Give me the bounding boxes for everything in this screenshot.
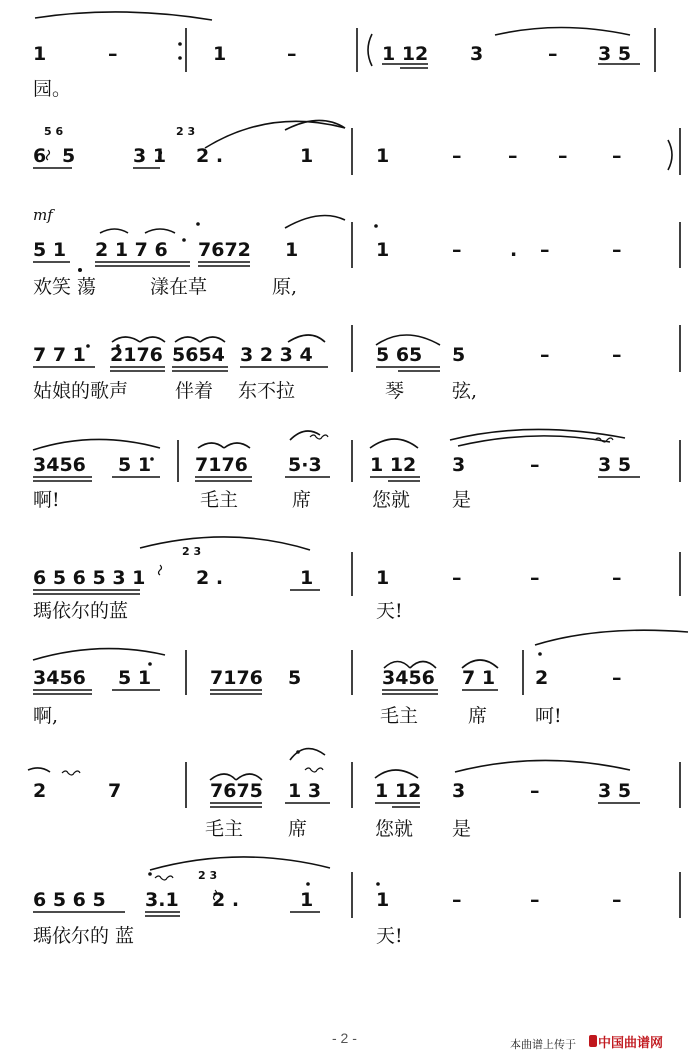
note: 7672 xyxy=(198,239,251,261)
note: 5·3 xyxy=(288,454,322,476)
grace-note: 2 3 xyxy=(176,125,196,138)
note: . xyxy=(510,239,518,261)
note: 2 . xyxy=(212,889,240,911)
lyric: 您就 xyxy=(375,818,414,840)
lyric: 瑪依尔的 蓝 xyxy=(33,925,135,947)
lyric: 呵! xyxy=(535,705,562,727)
note: 3.1 xyxy=(145,889,179,911)
note: 2 . xyxy=(196,145,224,167)
upload-credit: 本曲谱上传于 xyxy=(510,1038,576,1051)
note: – xyxy=(540,344,550,366)
note: – xyxy=(612,567,622,589)
site-logo-icon xyxy=(589,1035,597,1047)
note: 7176 xyxy=(210,667,263,689)
slur xyxy=(205,121,345,148)
note: – xyxy=(558,145,568,167)
note: 6 xyxy=(33,145,47,167)
note: – xyxy=(452,239,462,261)
note: 7 1 xyxy=(462,667,496,689)
note: 2176 xyxy=(110,344,163,366)
note: 1 xyxy=(376,239,390,261)
slur xyxy=(150,857,330,870)
note: 5 1 xyxy=(118,454,152,476)
grace-note: 5 6 xyxy=(44,125,64,138)
note: 2 xyxy=(535,667,549,689)
note: – xyxy=(452,567,462,589)
bracket xyxy=(668,140,672,170)
note: 1 xyxy=(376,567,390,589)
note: 6 5 6 5 xyxy=(33,889,106,911)
lyric: 原, xyxy=(272,276,298,298)
lyric: 啊! xyxy=(33,489,60,511)
slur xyxy=(285,216,345,229)
note: 2 . xyxy=(196,567,224,589)
lyric: 天! xyxy=(376,600,403,622)
note: – xyxy=(530,567,540,589)
lyric: 弦, xyxy=(452,380,478,402)
slur xyxy=(140,537,310,550)
lyric: 欢笑 蕩 xyxy=(33,276,97,298)
lyric: 姑娘的歌声 xyxy=(33,380,129,402)
note: 5 1 xyxy=(33,239,67,261)
note: 7675 xyxy=(210,780,263,802)
note: 2 xyxy=(33,780,47,802)
note: 3456 xyxy=(33,454,86,476)
note: 1 xyxy=(376,889,390,911)
lyric: 瑪依尔的蓝 xyxy=(33,600,129,622)
note: 1 xyxy=(285,239,299,261)
note: 1 xyxy=(300,889,314,911)
note: – xyxy=(540,239,550,261)
note: 5 1 xyxy=(118,667,152,689)
note: 3 xyxy=(452,780,466,802)
note: 3 5 xyxy=(598,43,632,65)
slur xyxy=(100,229,128,233)
note: 5654 xyxy=(172,344,225,366)
lyric: 东不拉 xyxy=(238,380,296,402)
note: 1 12 xyxy=(375,780,422,802)
lyric: 是 xyxy=(452,818,472,840)
slur xyxy=(145,229,175,233)
note: 7 xyxy=(108,780,122,802)
lyric: 席 xyxy=(468,705,488,727)
note: 3 xyxy=(452,454,466,476)
note: 3 5 xyxy=(598,780,632,802)
slur xyxy=(35,12,212,20)
note: – xyxy=(530,454,540,476)
slur xyxy=(33,439,160,450)
lyric: 毛主 xyxy=(205,818,244,840)
lyric: 席 xyxy=(292,489,312,511)
note: – xyxy=(612,889,622,911)
lyric: 您就 xyxy=(372,489,411,511)
note: 6 5 6 5 3 1 xyxy=(33,567,146,589)
note: 7 7 1 xyxy=(33,344,86,366)
lyric: 是 xyxy=(452,489,472,511)
note: 1 3 xyxy=(288,780,322,802)
note: 5 xyxy=(288,667,302,689)
note: 3456 xyxy=(382,667,435,689)
lyric: 伴着 xyxy=(175,380,214,402)
lyric: 漾在草 xyxy=(150,276,208,298)
note: – xyxy=(287,43,297,65)
site-name: 中国曲谱网 xyxy=(598,1036,664,1051)
trill-mark xyxy=(305,768,323,772)
note: 1 xyxy=(376,145,390,167)
grace-note: 2 3 xyxy=(198,869,218,882)
dynamic-marking: mf xyxy=(33,206,53,224)
note: – xyxy=(548,43,558,65)
trill-mark xyxy=(155,876,173,880)
slur xyxy=(535,630,688,645)
lyric: 毛主 xyxy=(380,705,419,727)
note: 1 xyxy=(213,43,227,65)
page-number: - 2 - xyxy=(332,1030,357,1046)
note: 1 xyxy=(33,43,47,65)
lyric: 琴 xyxy=(385,380,405,402)
note: 1 12 xyxy=(382,43,429,65)
slur xyxy=(495,28,630,36)
note: – xyxy=(452,889,462,911)
note: 3 2 3 4 xyxy=(240,344,313,366)
note: – xyxy=(612,667,622,689)
note: 7176 xyxy=(195,454,248,476)
note: 1 xyxy=(300,145,314,167)
trill-mark xyxy=(310,435,328,439)
note: – xyxy=(508,145,518,167)
grace-note: 2 3 xyxy=(182,545,202,558)
note: 5 65 xyxy=(376,344,423,366)
note: 3 1 xyxy=(133,145,167,167)
note: 5 xyxy=(452,344,466,366)
note: – xyxy=(530,780,540,802)
note: 3 xyxy=(470,43,484,65)
note: – xyxy=(108,43,118,65)
note: – xyxy=(612,145,622,167)
lyric: 毛主 xyxy=(200,489,239,511)
lyric: 园。 xyxy=(33,78,72,100)
lyric: 啊, xyxy=(33,705,59,727)
note: – xyxy=(612,344,622,366)
slur xyxy=(455,760,630,772)
note: 2 1 7 6 xyxy=(95,239,168,261)
note: – xyxy=(612,239,622,261)
note: 1 xyxy=(300,567,314,589)
note: 1 12 xyxy=(370,454,417,476)
note: 5 xyxy=(62,145,76,167)
lyric: 天! xyxy=(376,925,403,947)
slur xyxy=(33,649,165,660)
lyric: 席 xyxy=(288,818,308,840)
note: 3456 xyxy=(33,667,86,689)
trill-mark xyxy=(62,771,80,775)
bracket xyxy=(368,34,372,66)
note: – xyxy=(452,145,462,167)
note: – xyxy=(530,889,540,911)
note: 3 5 xyxy=(598,454,632,476)
